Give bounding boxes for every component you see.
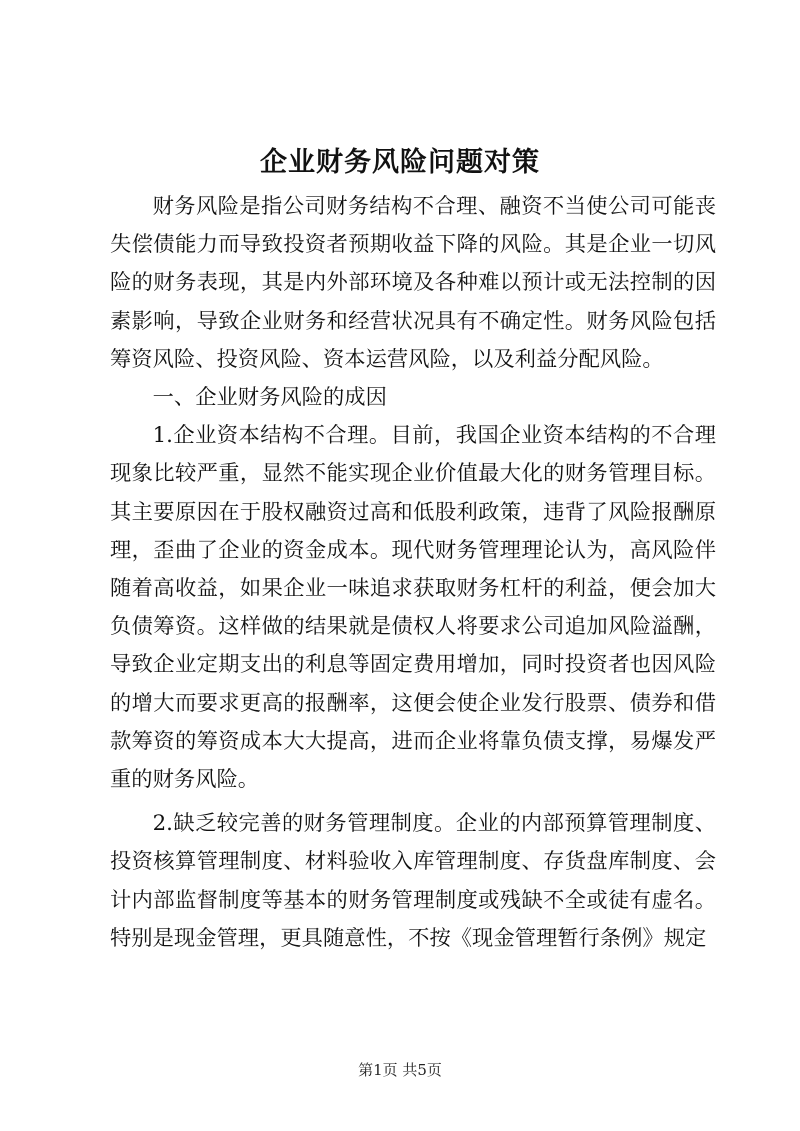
paragraph-cause-2: 2.缺乏较完善的财务管理制度。企业的内部预算管理制度、投资核算管理制度、材料验收入库管理制度、存货盘库制度、会计内部监督制度等基本的财务管理制度或残缺不全或徒有虚名。特别是现金管理，更具随意性，不按《现金管理暂行条例》规定 xyxy=(110,811,716,951)
section-heading: 一、企业财务风险的成因 xyxy=(152,385,387,411)
page-footer: 第1页 共5页 xyxy=(358,1061,442,1079)
document-title: 企业财务风险问题对策 xyxy=(260,147,540,178)
paragraph-intro: 财务风险是指公司财务结构不合理、融资不当使公司可能丧失偿债能力而导致投资者预期收益下降的风险。其是企业一切风险的财务表现，其是内外部环境及各种难以预计或无法控制的因素影响，导致企业财务和经营状况具有不确定性。财务风险包括筹资风险、投资风险、资本运营风险，以及利益分配风险。 xyxy=(110,194,716,372)
paragraph-cause-1: 1.企业资本结构不合理。目前，我国企业资本结构的不合理现象比较严重，显然不能实现企业价值最大化的财务管理目标。其主要原因在于股权融资过高和低股利政策，违背了风险报酬原理，歪曲了企业的资金成本。现代财务管理理论认为，高风险伴随着高收益，如果企业一味追求获取财务杠杆的利益，便会加大负债筹资。这样做的结果就是债权人将要求公司追加风险溢酬，导致企业定期支出的利息等固定费用增加，同时投资者也因风险的增大而要求更高的报酬率，这便会使企业发行股票、债券和借款筹资的筹资成本大大提高，进而企业将靠负债支撑，易爆发严重的财务风险。 xyxy=(110,423,716,793)
document-body xyxy=(110,188,716,958)
